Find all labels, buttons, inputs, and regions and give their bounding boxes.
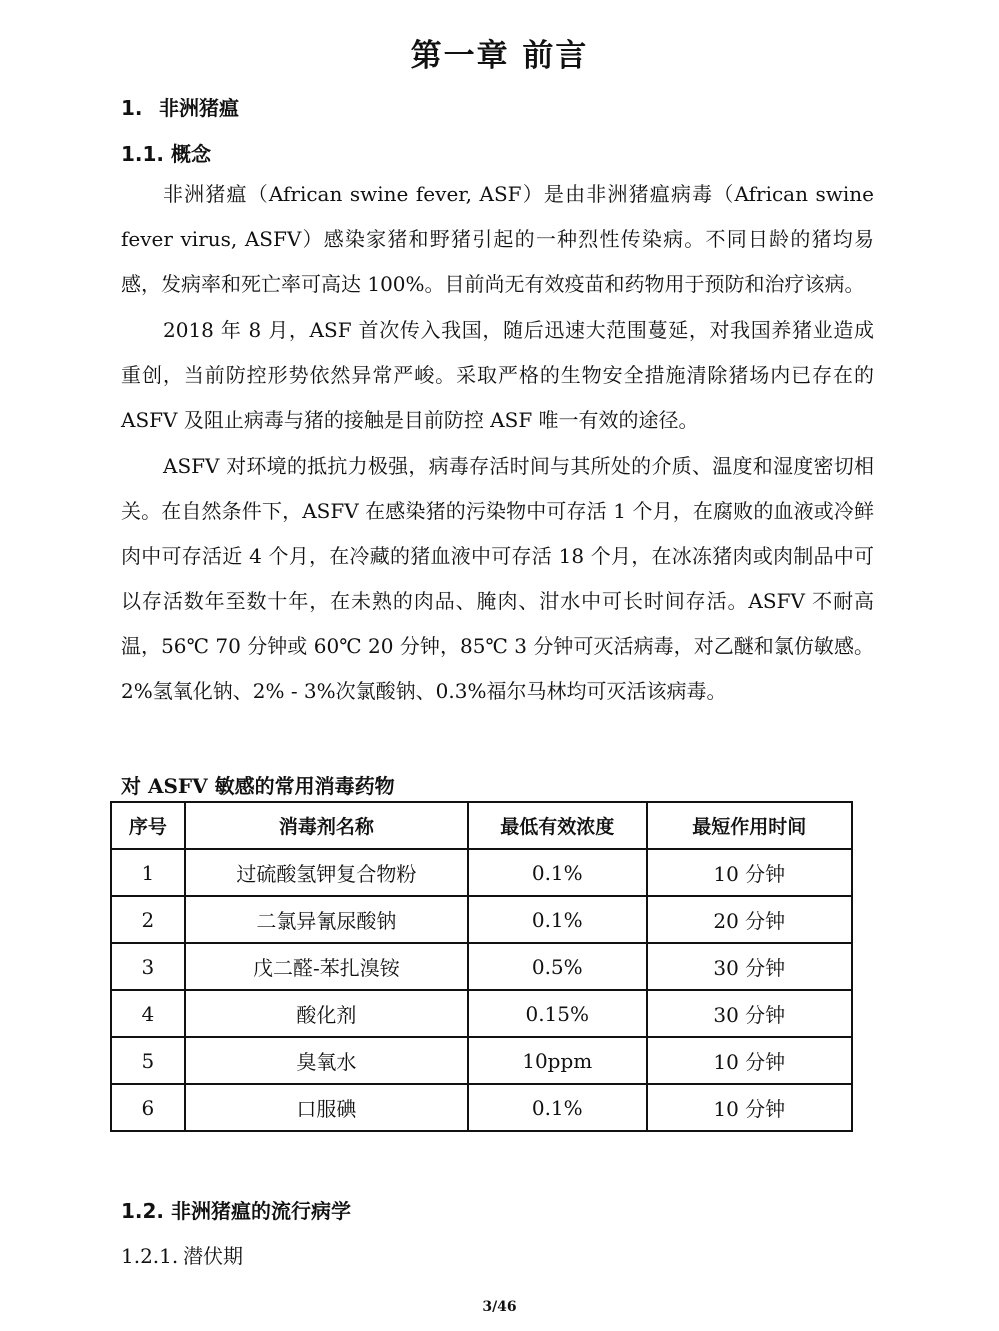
disinfectant-table xyxy=(110,801,853,1132)
page-number: 3/46 xyxy=(482,1299,517,1315)
cell-name: 二氯异氰尿酸钠 xyxy=(185,896,468,943)
cell-concentration: 0.15% xyxy=(468,990,647,1037)
cell-index: 2 xyxy=(111,896,185,943)
cell-name: 口服碘 xyxy=(185,1084,468,1131)
cell-name: 酸化剂 xyxy=(185,990,468,1037)
cell-time: 20 分钟 xyxy=(647,896,852,943)
cell-concentration: 0.1% xyxy=(468,849,647,896)
cell-time: 10 分钟 xyxy=(647,1037,852,1084)
paragraph-1 xyxy=(121,172,874,307)
section-1-2-1-title: 潜伏期 xyxy=(183,1244,243,1268)
cell-time: 30 分钟 xyxy=(647,990,852,1037)
cell-name: 臭氧水 xyxy=(185,1037,468,1084)
cell-index: 1 xyxy=(111,849,185,896)
header-concentration: 最低有效浓度 xyxy=(468,802,647,849)
header-index: 序号 xyxy=(111,802,185,849)
section-1-2-heading: 1.2. 非洲猪瘟的流行病学 xyxy=(121,1199,351,1223)
table-row xyxy=(111,1037,852,1084)
section-1-number: 1. xyxy=(121,96,143,120)
paragraph-2-text: 2018 年 8 月，ASF 首次传入我国，随后迅速大范围蔓延，对我国养猪业造成重创，当前防控形势依然异常严峻。采取严格的生物安全措施清除猪场内已存在的 ASFV 及阻止病毒与猪的接触是目前防控 ASF 唯一有效的途径。 xyxy=(121,318,874,432)
cell-time: 10 分钟 xyxy=(647,1084,852,1131)
section-1-heading xyxy=(121,92,239,121)
table-row xyxy=(111,849,852,896)
table-header-row xyxy=(111,802,852,849)
table-row xyxy=(111,990,852,1037)
table-row xyxy=(111,943,852,990)
cell-name: 过硫酸氢钾复合物粉 xyxy=(185,849,468,896)
cell-index: 6 xyxy=(111,1084,185,1131)
table-caption: 对 ASFV 敏感的常用消毒药物 xyxy=(121,774,395,798)
header-name: 消毒剂名称 xyxy=(185,802,468,849)
paragraph-3 xyxy=(121,444,874,714)
paragraph-2 xyxy=(121,308,874,443)
section-1-1-heading: 1.1. 概念 xyxy=(121,142,211,166)
header-time: 最短作用时间 xyxy=(647,802,852,849)
section-1-2-1-number: 1.2.1. xyxy=(121,1244,179,1268)
cell-time: 30 分钟 xyxy=(647,943,852,990)
paragraph-1-text: 非洲猪瘟（African swine fever, ASF）是由非洲猪瘟病毒（African swine fever virus, ASFV）感染家猪和野猪引起的一种烈性传染病。不同日龄的猪均易感，发病率和死亡率可高达 100%。目前尚无有效疫苗和药物用于预防和治疗该病。 xyxy=(121,182,874,296)
cell-concentration: 0.5% xyxy=(468,943,647,990)
cell-concentration: 0.1% xyxy=(468,1084,647,1131)
cell-name: 戊二醛-苯扎溴铵 xyxy=(185,943,468,990)
cell-concentration: 0.1% xyxy=(468,896,647,943)
table-row xyxy=(111,1084,852,1131)
paragraph-3-text: ASFV 对环境的抵抗力极强，病毒存活时间与其所处的介质、温度和湿度密切相关。在自然条件下，ASFV 在感染猪的污染物中可存活 1 个月，在腐败的血液或冷鲜肉中可存活近 4 个月，在冷藏的猪血液中可存活 18 个月，在冰冻猪肉或肉制品中可以存活数年至数十年，在未熟的肉品、腌肉、泔水中可长时间存活。ASFV 不耐高温，56℃ 70 分钟或 60℃ 20 分钟，85℃ 3 分钟可灭活病毒，对乙醚和氯仿敏感。2%氢氧化钠、2% - 3%次氯酸钠、0.3%福尔马林均可灭活该病毒。 xyxy=(121,454,874,703)
cell-concentration: 10ppm xyxy=(468,1037,647,1084)
cell-index: 4 xyxy=(111,990,185,1037)
cell-index: 5 xyxy=(111,1037,185,1084)
chapter-title: 第一章 前言 xyxy=(410,38,589,74)
section-1-title: 非洲猪瘟 xyxy=(159,96,239,120)
table-row xyxy=(111,896,852,943)
cell-index: 3 xyxy=(111,943,185,990)
cell-time: 10 分钟 xyxy=(647,849,852,896)
section-1-2-1-heading xyxy=(121,1240,243,1269)
